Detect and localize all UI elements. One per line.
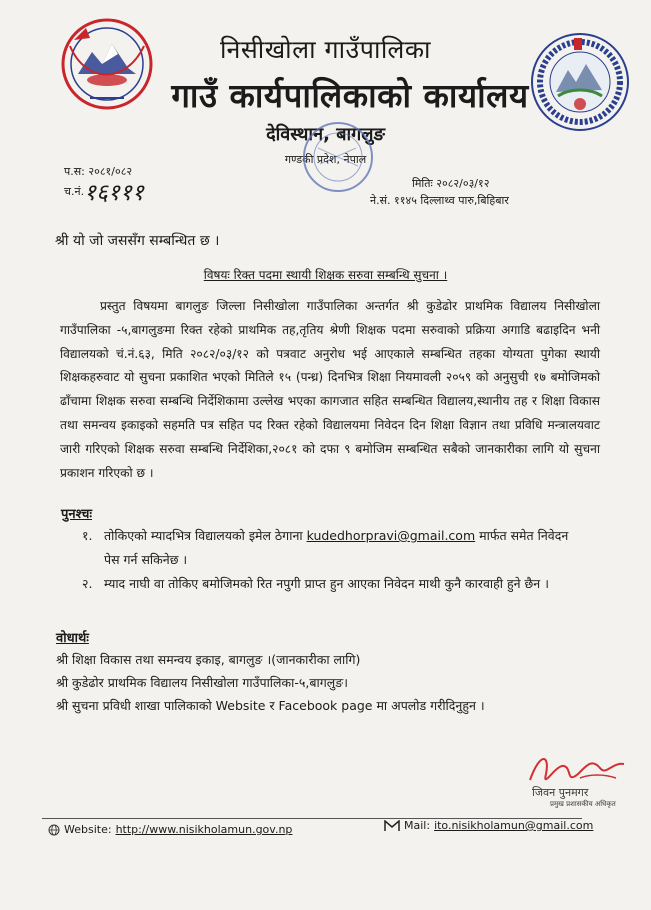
list-item-number: १. <box>82 528 93 543</box>
website-link[interactable]: http://www.nisikholamun.gov.np <box>115 823 293 836</box>
nepal-sambat-date: ने.सं. ११४५ दिल्लाथ्व पारु,बिहिबार <box>370 194 509 207</box>
website-label: Website: <box>64 823 112 836</box>
subject-text: विषयः रिक्त पदमा स्थायी शिक्षक सरुवा सम्बन्धि सुचना । <box>203 268 448 282</box>
footer-website <box>48 823 292 836</box>
cc-item: श्री कुडेढोर प्राथमिक विद्यालय निसीखोला गाउँपालिका-५,बागलुङ। <box>56 675 348 690</box>
cc-item: श्री सुचना प्रविधी शाखा पालिकाको Website र Facebook page मा अपलोड गरीदिनुहुन । <box>56 698 485 713</box>
dispatch-number-label: च.नं. <box>64 185 85 198</box>
svg-text:प्रमुख प्रशासकीय अधिकृत: प्रमुख प्रशासकीय अधिकृत <box>550 800 616 808</box>
list-item-text-after: मार्फत समेत निवेदन पेस गर्न सकिनेछ । <box>104 528 569 567</box>
cc-label: वोधार्थः <box>56 631 89 646</box>
subject-line <box>0 266 651 283</box>
letter-date: मितिः २०८२/०३/१२ <box>412 177 490 190</box>
cc-item: श्री शिक्षा विकास तथा समन्वय इकाइ, बागलुङ ।(जानकारीका लागि) <box>56 652 361 667</box>
school-email-link[interactable]: kudedhorpravi@gmail.com <box>306 528 476 543</box>
postscript-label: पुनश्चः <box>61 507 93 522</box>
list-item-text: म्याद नाघी वा तोकिए बमोजिमको रित नपुगी प्राप्त हुन आएका निवेदन माथी कुनै कारवाही हुने छैन । <box>104 576 549 591</box>
recipient-line: श्री यो जो जससँग सम्बन्धित छ । <box>55 233 220 249</box>
mail-label: Mail: <box>404 819 431 832</box>
list-item-number: २. <box>82 576 93 591</box>
postscript-list <box>82 524 582 597</box>
office-place: देविस्थान, बागलुङ <box>266 124 385 145</box>
office-province: गण्डकी प्रदेश, नेपाल <box>284 153 367 166</box>
reference-ps: प.स: २०८१/०८२ <box>64 165 133 178</box>
office-name: निसीखोला गाउँपालिका <box>219 35 432 64</box>
list-item <box>82 524 582 571</box>
svg-text:जिवन पुनमगर: जिवन पुनमगर <box>532 786 589 799</box>
cc-list <box>56 648 616 717</box>
dispatch-number-handwritten: १६१११ <box>84 180 144 206</box>
globe-icon <box>48 824 60 836</box>
office-stamp-icon <box>298 118 378 196</box>
office-title: गाउँ कार्यपालिकाको कार्यालय <box>171 76 529 115</box>
mail-link[interactable]: ito.nisikholamun@gmail.com <box>434 819 594 832</box>
list-item <box>82 572 582 596</box>
footer-mail <box>384 819 593 832</box>
mail-icon <box>384 820 400 832</box>
signature-icon <box>520 744 640 808</box>
letter-body: प्रस्तुत विषयमा बागलुङ जिल्ला निसीखोला गाउँपालिका अन्तर्गत श्री कुडेढोर प्राथमिक विद्यालय निसीखोला गाउँपालिका -५,बागलुङमा रिक्त रहेको प्राथमिक तह,तृतिय श्रेणी शिक्षक पदमा सरुवाको प्रक्रिया अगाडि बढाइदिन भनी विद्यालयको चं.नं.६३, मिति २०८२/०३/१२ को पत्रवाट अनुरोध भई आएकाले सम्बन्धित तहका योग्यता पुगेका स्थायी शिक्षकहरुवाट यो सुचना प्रकाशित भएको मितिले १५ (पन्ध्र) दिनभित्र शिक्षा नियमावली २०५९ को अनुसुची १७ बमोजिमको ढाँचामा शिक्षक सरुवा सम्बन्धि निर्देशिकामा उल्लेख भएका कागजात सहित सम्बन्धित विद्यालय,स्थानीय तह र शिक्षा विकास तथा समन्वय इकाइको सहमति पत्र सहित पद रिक्त रहेको विद्यालयमा निवेदन दिन शिक्षा विज्ञान तथा प्रविधि मन्त्रालयवाट जारी गरिएको शिक्षक सरुवा सम्बन्धि निर्देशिका,२०८१ को दफा ९ बमोजिम सम्बन्धित सबैको जानकारीका लागि यो सुचना प्रकाशन गरिएको छ । <box>60 299 600 480</box>
list-item-text-before: तोकिएको म्यादभित्र विद्यालयको इमेल ठेगाना <box>104 528 307 543</box>
